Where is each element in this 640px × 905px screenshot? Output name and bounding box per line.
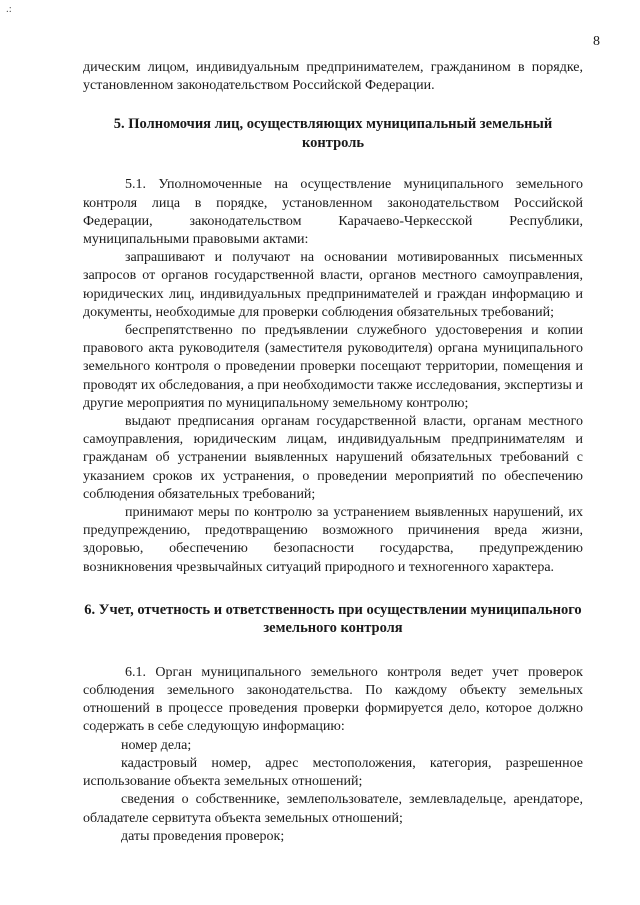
- section-5-paragraph: 5.1. Уполномоченные на осуществление муниципального земельного контроля лица в порядке, установленном законодательством Российской Федерации, законодательством Карачаево-Черкесской Республики, муниципальными правовыми актами:: [83, 177, 583, 248]
- intro-paragraph: дическим лицом, индивидуальным предпринимателем, гражданином в порядке, установленном законодательством Российской Федерации.: [83, 60, 583, 94]
- section-6-heading: 6. Учет, отчетность и ответственность при осуществлении муниципального земельного контроля: [84, 601, 582, 637]
- section-6-paragraph: сведения о собственнике, землепользователе, землевладельце, арендаторе, обладателе сервитута объекта земельных отношений;: [83, 792, 583, 826]
- section-5-paragraph: выдают предписания органам государственной власти, органам местного самоуправления, юридическим лицам, индивидуальным предпринимателям и гражданам об устранении выявленных нарушений обязательных требований с указанием сроков их устранения, о проведении мероприятий по обеспечению соблюдения обязательных требований;: [83, 414, 583, 502]
- section-5-paragraph: запрашивают и получают на основании мотивированных письменных запросов от органов государственной власти, органов местного самоуправления, юридических лиц, индивидуальных предпринимателей и граждан информацию и документы, необходимые для проверки соблюдения обязательных требований;: [83, 250, 583, 320]
- scan-mark: .:: [6, 3, 12, 15]
- section-5-paragraph: беспрепятственно по предъявлении служебного удостоверения и копии правового акта руководителя (заместителя руководителя) органа муниципального земельного контроля о проведении проверки посещают территории, помещения и проводят их обследования, а при необходимости также исследования, экспертизы и другие мероприятия по муниципальному земельному контролю;: [83, 323, 583, 411]
- page-number: 8: [593, 34, 600, 49]
- section-5-heading: 5. Полномочия лиц, осуществляющих муниципальный земельный контроль: [113, 116, 553, 151]
- section-5: [83, 115, 583, 576]
- section-6-paragraph: 6.1. Орган муниципального земельного контроля ведет учет проверок соблюдения земельного законодательства. По каждому объекту земельных отношений в процессе проведения проверки формируется дело, которое должно содержать в себе следующую информацию:: [83, 664, 583, 735]
- document-body: [83, 59, 583, 846]
- section-6-paragraph: даты проведения проверок;: [121, 828, 285, 844]
- section-6-paragraph: кадастровый номер, адрес местоположения, категория, разрешенное использование объекта земельных отношений;: [83, 755, 583, 790]
- section-5-paragraph: принимают меры по контролю за устранением выявленных нарушений, их предупреждению, предотвращению возможного причинения вреда жизни, здоровью, обеспечению безопасности государства, предупреждению возникновения чрезвычайных ситуаций природного и техногенного характера.: [83, 505, 583, 575]
- section-6: [83, 601, 583, 846]
- section-6-paragraph: номер дела;: [121, 737, 192, 753]
